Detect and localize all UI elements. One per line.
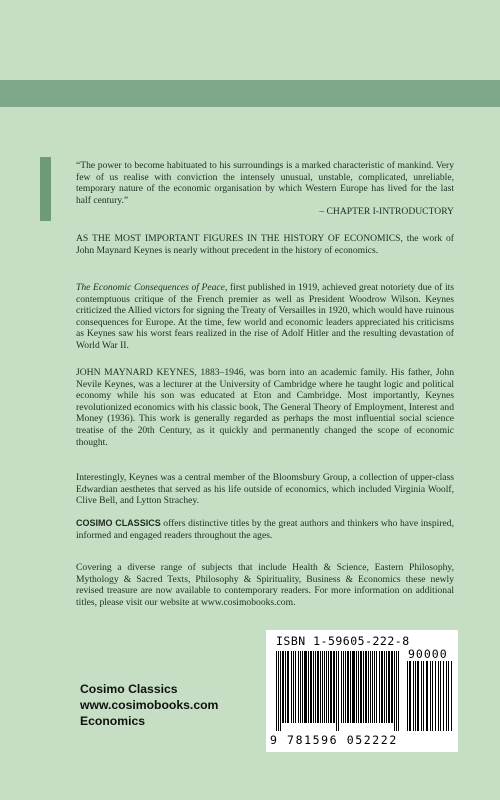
barcode-bar bbox=[358, 651, 359, 723]
barcode-bar bbox=[407, 661, 408, 731]
barcode-bar bbox=[409, 661, 411, 731]
barcode-bar bbox=[345, 651, 346, 723]
barcode-bar bbox=[376, 651, 378, 723]
barcode-bar bbox=[276, 651, 277, 731]
barcode-bar bbox=[356, 651, 357, 723]
publisher-name: Cosimo Classics bbox=[80, 682, 178, 696]
barcode-bar bbox=[343, 651, 344, 723]
barcode-bar bbox=[336, 651, 337, 731]
barcode-bar bbox=[315, 651, 316, 723]
barcode-bar bbox=[398, 651, 399, 731]
barcode-bar bbox=[313, 651, 314, 723]
barcode-bar bbox=[379, 651, 380, 723]
barcode-bar bbox=[298, 651, 300, 723]
barcode-bar bbox=[423, 661, 424, 731]
barcode-bar bbox=[282, 651, 284, 723]
ean-barcode bbox=[276, 651, 400, 731]
barcode-bar bbox=[304, 651, 307, 723]
author-bio-text: JOHN MAYNARD KEYNES, 1883–1946, was born into an academic family. His father, John Nevile Keynes, was a lecturer at the University of Cambridge where he taught logic and political economy while his son was educated at Eton and Cambridge. Most importantly, Keynes revolutionized economics with his classic book, The General Theory of Employment, Interest and Money (1936). This work is generally regarded as perhaps the most influential social science treatise of the 20th Century, as it quickly and permanently changed the scope of economic thought. bbox=[76, 367, 454, 448]
subjects-paragraph bbox=[76, 562, 454, 608]
isbn-label: ISBN 1-59605-222-8 bbox=[276, 634, 410, 648]
subjects-text: Covering a diverse range of subjects that include Health & Science, Eastern Philosophy, Mythology & Sacred Texts, Philosophy & Spirituality, Business & Economics these newly revised treasure are now available to contemporary readers. For more information on additional titles, please visit our website at www.cosimobooks.com. bbox=[76, 562, 454, 608]
ean-number: 9 781596 052222 bbox=[270, 733, 398, 747]
bloomsbury-text: Interestingly, Keynes was a central member of the Bloomsbury Group, a collection of upper-class Edwardian aesthetes that served as his life outside of economics, which included Virginia Woolf, Clive Bell, and Lytton Strachey. bbox=[76, 472, 454, 507]
barcode-bar bbox=[396, 651, 397, 731]
price-code: 90000 bbox=[408, 647, 448, 661]
barcode-bar bbox=[363, 651, 364, 723]
barcode-bar bbox=[293, 651, 294, 723]
top-band bbox=[0, 0, 500, 80]
barcode-bar bbox=[394, 651, 395, 731]
intro-text: AS THE MOST IMPORTANT FIGURES IN THE HISTORY OF ECONOMICS, the work of John Maynard Keynes is nearly without precedent in the history of economics. bbox=[76, 233, 454, 256]
quote-block bbox=[76, 160, 454, 218]
bloomsbury-paragraph bbox=[76, 472, 454, 507]
barcode-bar bbox=[338, 651, 339, 731]
barcode-bar bbox=[308, 651, 309, 723]
barcode-bar bbox=[350, 651, 351, 723]
barcode-bar bbox=[438, 661, 439, 731]
book-description-paragraph bbox=[76, 282, 454, 352]
barcode-bar bbox=[391, 651, 393, 723]
publisher-info bbox=[80, 681, 218, 729]
barcode-bar bbox=[370, 651, 371, 723]
quote-accent-bar bbox=[40, 157, 51, 221]
barcode-bar bbox=[374, 651, 375, 723]
intro-paragraph bbox=[76, 233, 454, 256]
barcode-bar bbox=[322, 651, 323, 723]
publisher-website: www.cosimobooks.com bbox=[80, 698, 219, 712]
barcode-bar bbox=[333, 651, 336, 723]
barcode-bar bbox=[446, 661, 447, 731]
barcode-bar bbox=[320, 651, 321, 723]
barcode-bar bbox=[421, 661, 422, 731]
cosimo-classics-text: offers distinctive titles by the great authors and thinkers who have inspired, informed and engaged readers throughout the ages. bbox=[76, 518, 454, 541]
book-title: The Economic Consequences of Peace bbox=[76, 282, 225, 293]
barcode-bar bbox=[417, 661, 419, 731]
barcode-bar bbox=[328, 651, 329, 723]
barcode-bar bbox=[415, 661, 416, 731]
header-band bbox=[0, 80, 500, 107]
publisher-category: Economics bbox=[80, 714, 146, 728]
barcode-bar bbox=[310, 651, 312, 723]
barcode-bar bbox=[287, 651, 290, 723]
barcode-bar bbox=[300, 651, 301, 723]
barcode-bar bbox=[317, 651, 319, 723]
barcode-bar bbox=[388, 651, 390, 723]
cosimo-classics-brand: COSIMO CLASSICS bbox=[76, 518, 161, 528]
barcode-bar bbox=[381, 651, 384, 723]
barcode-bar bbox=[426, 661, 429, 731]
barcode-bar bbox=[440, 661, 441, 731]
barcode-bar bbox=[360, 651, 362, 723]
barcode-bar bbox=[386, 651, 387, 723]
cosimo-classics-paragraph bbox=[76, 518, 454, 541]
barcode-bar bbox=[324, 651, 325, 723]
barcode-bar bbox=[352, 651, 355, 723]
book-description-text: , first published in 1919, achieved great notoriety due of its contemptuous critique of the French premier as well as President Woodrow Wilson. Keynes criticized the Allied victors for signing the Treaty of Versailles in 1920, which would have ruinous consequences for Europe. At the time, few world and economic leaders appreciated his criticisms as Keynes saw his worst fears realized in the rise of Adolf Hitler and the resulting devastation of World War II. bbox=[76, 282, 455, 351]
barcode-bar bbox=[278, 651, 279, 731]
barcode-bar bbox=[368, 651, 369, 723]
barcode-bar bbox=[295, 651, 297, 723]
barcode-bar bbox=[384, 651, 385, 723]
barcode-bar bbox=[347, 651, 349, 723]
barcode-bar bbox=[413, 661, 414, 731]
barcode-bar bbox=[430, 661, 431, 731]
barcode-bar bbox=[326, 651, 327, 723]
barcode-bar bbox=[285, 651, 286, 723]
barcode-bar bbox=[443, 661, 445, 731]
barcode-bar bbox=[302, 651, 303, 723]
quote-attribution: – CHAPTER I-INTRODUCTORY bbox=[319, 206, 454, 218]
author-bio-paragraph bbox=[76, 367, 454, 448]
barcode-bar bbox=[432, 661, 433, 731]
barcode-bar bbox=[341, 651, 343, 723]
barcode-bar bbox=[280, 651, 281, 731]
barcode-bar bbox=[448, 661, 449, 731]
barcode-bar bbox=[372, 651, 373, 723]
barcode-bar bbox=[365, 651, 367, 723]
barcode-box bbox=[266, 630, 458, 752]
barcode-bar bbox=[291, 651, 292, 723]
quote-text: “The power to become habituated to his surroundings is a marked characteristic of mankind. Very few of us realise with conviction the intensely unusual, unstable, complicated, unreliable, temporary nature of the economic organisation by which Western Europe has lived for the last half century.” bbox=[76, 160, 454, 206]
barcode-bar bbox=[451, 661, 452, 731]
price-barcode bbox=[407, 661, 453, 731]
barcode-bar bbox=[330, 651, 332, 723]
barcode-bar bbox=[435, 661, 437, 731]
